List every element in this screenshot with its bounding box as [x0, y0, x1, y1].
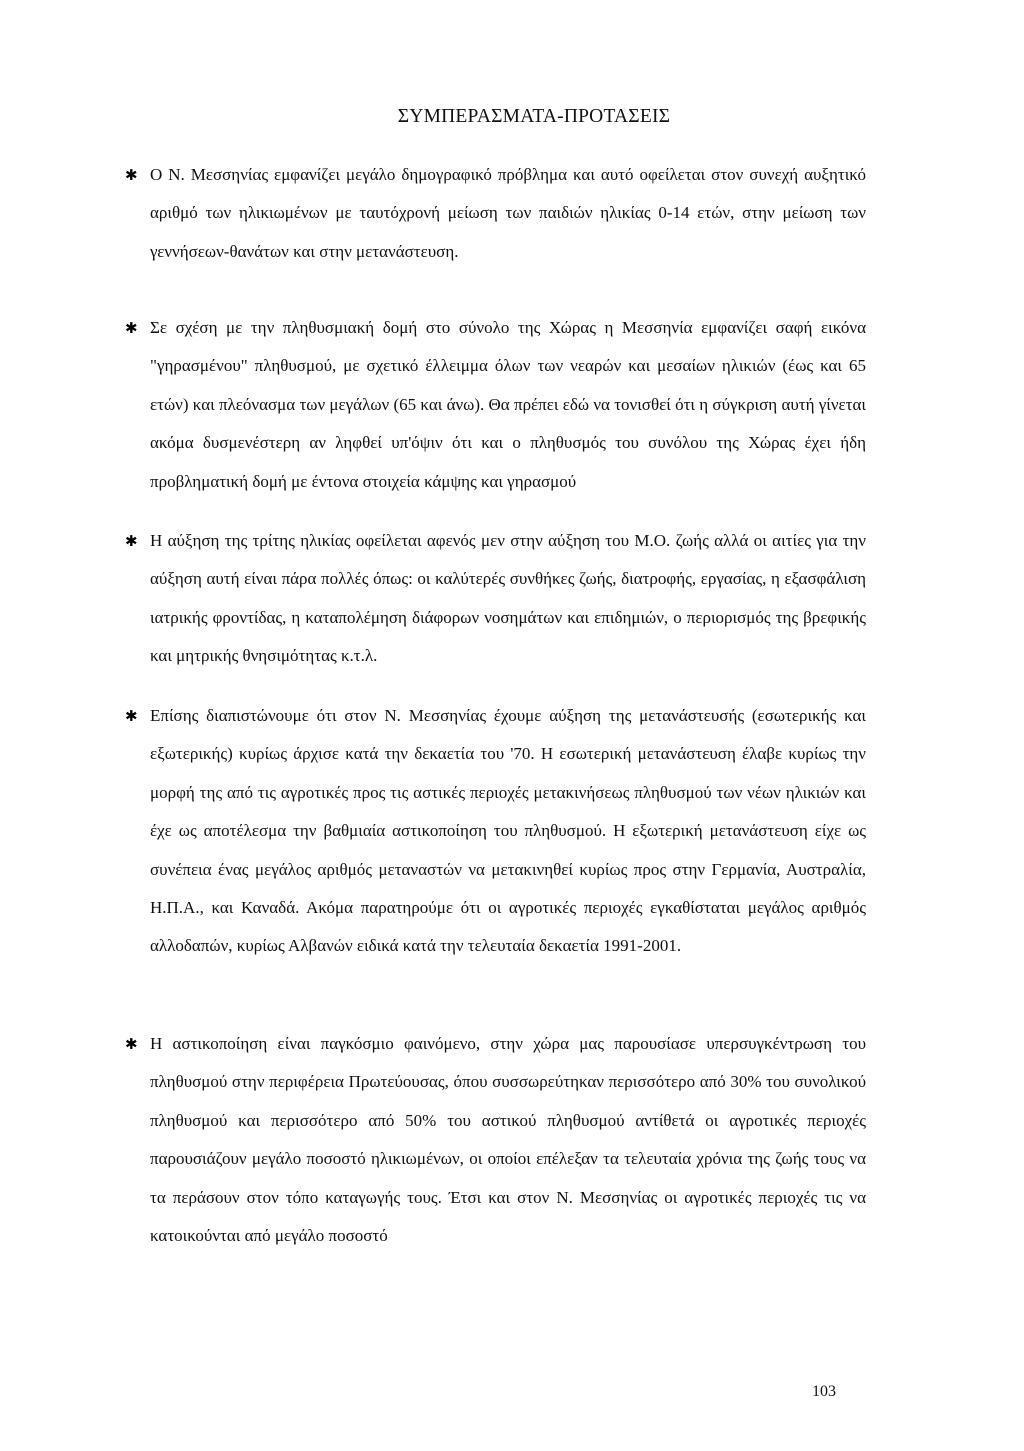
bullet-star-icon: ✱: [125, 532, 138, 550]
bullet-star-icon: ✱: [125, 1035, 138, 1053]
bullet-star-icon: ✱: [125, 707, 138, 725]
bullet-star-icon: ✱: [125, 319, 138, 337]
page-number: 103: [812, 1383, 836, 1400]
bullet-paragraph: [150, 309, 866, 501]
bullet-paragraph: [150, 697, 866, 966]
bullet-paragraph: [150, 156, 866, 271]
bullet-star-icon: ✱: [125, 166, 138, 184]
page-title: ΣΥΜΠΕΡΑΣΜΑΤΑ-ΠΡΟΤΑΣΕΙΣ: [397, 106, 671, 127]
paragraph-text: Ο Ν. Μεσσηνίας εμφανίζει μεγάλο δημογραφικό πρόβλημα και αυτό οφείλεται στον συνεχή αυξητικό αριθμό των ηλικιωμένων με ταυτόχρονή μείωση των παιδιών ηλικίας 0-14 ετών, στην μείωση των γεννήσεων-θανάτων και στην μετανάστευση.: [150, 165, 866, 261]
bullet-paragraph: [150, 522, 866, 676]
paragraph-text: Επίσης διαπιστώνουμε ότι στον Ν. Μεσσηνίας έχουμε αύξηση της μετανάστευσής (εσωτερικής και εξωτερικής) κυρίως άρχισε κατά την δεκαετία του '70. Η εσωτερική μετανάστευση έλαβε κυρίως την μορφή της από τις αγροτικές προς τις αστικές περιοχές μετακινήσεως πληθυσμού των νέων ηλικιών και έχε ως αποτέλεσμα την βαθμιαία αστικοποίηση του πληθυσμού. Η εξωτερική μετανάστευση είχε ως συνέπεια ένας μεγάλος αριθμός μεταναστών να μετακινηθεί κυρίως προς στην Γερμανία, Αυστραλία, Η.Π.Α., και Καναδά. Ακόμα παρατηρούμε ότι οι αγροτικές περιοχές εγκαθίσταται μεγάλος αριθμός αλλοδαπών, κυρίως Αλβανών ειδικά κατά την τελευταία δεκαετία 1991-2001.: [150, 706, 866, 956]
bullet-paragraph: [150, 1025, 866, 1255]
paragraph-text: Η αστικοποίηση είναι παγκόσμιο φαινόμενο, στην χώρα μας παρουσίασε υπερσυγκέντρωση του πληθυσμού στην περιφέρεια Πρωτεύουσας, όπου συσσωρεύτηκαν περισσότερο από 30% του συνολικού πληθυσμού και περισσότερο από 50% του αστικού πληθυσμού αντίθετά οι αγροτικές περιοχές παρουσιάζουν μεγάλο ποσοστό ηλικιωμένων, οι οποίοι επέλεξαν τα τελευταία χρόνια της ζωής τους να τα περάσουν στον τόπο καταγωγής τους. Έτσι και στον Ν. Μεσσηνίας οι αγροτικές περιοχές τις να κατοικούνται από μεγάλο ποσοστό: [150, 1034, 866, 1246]
paragraph-text: Σε σχέση με την πληθυσμιακή δομή στο σύνολο της Χώρας η Μεσσηνία εμφανίζει σαφή εικόνα "γηρασμένου" πληθυσμού, με σχετικό έλλειμμα όλων των νεαρών και μεσαίων ηλικιών (έως και 65 ετών) και πλεόνασμα των μεγάλων (65 και άνω). Θα πρέπει εδώ να τονισθεί ότι η σύγκριση αυτή γίνεται ακόμα δυσμενέστερη αν ληφθεί υπ'όψιν ότι και ο πληθυσμός του συνόλου της Χώρας έχει ήδη προβληματική δομή με έντονα στοιχεία κάμψης και γηρασμού: [150, 318, 866, 491]
paragraph-text: Η αύξηση της τρίτης ηλικίας οφείλεται αφενός μεν στην αύξηση του Μ.Ο. ζωής αλλά οι αιτίες για την αύξηση αυτή είναι πάρα πολλές όπως: οι καλύτερές συνθήκες ζωής, διατροφής, εργασίας, η εξασφάλιση ιατρικής φροντίδας, η καταπολέμηση διάφορων νοσημάτων και επιδημιών, ο περιορισμός της βρεφικής και μητρικής θνησιμότητας κ.τ.λ.: [150, 531, 866, 666]
